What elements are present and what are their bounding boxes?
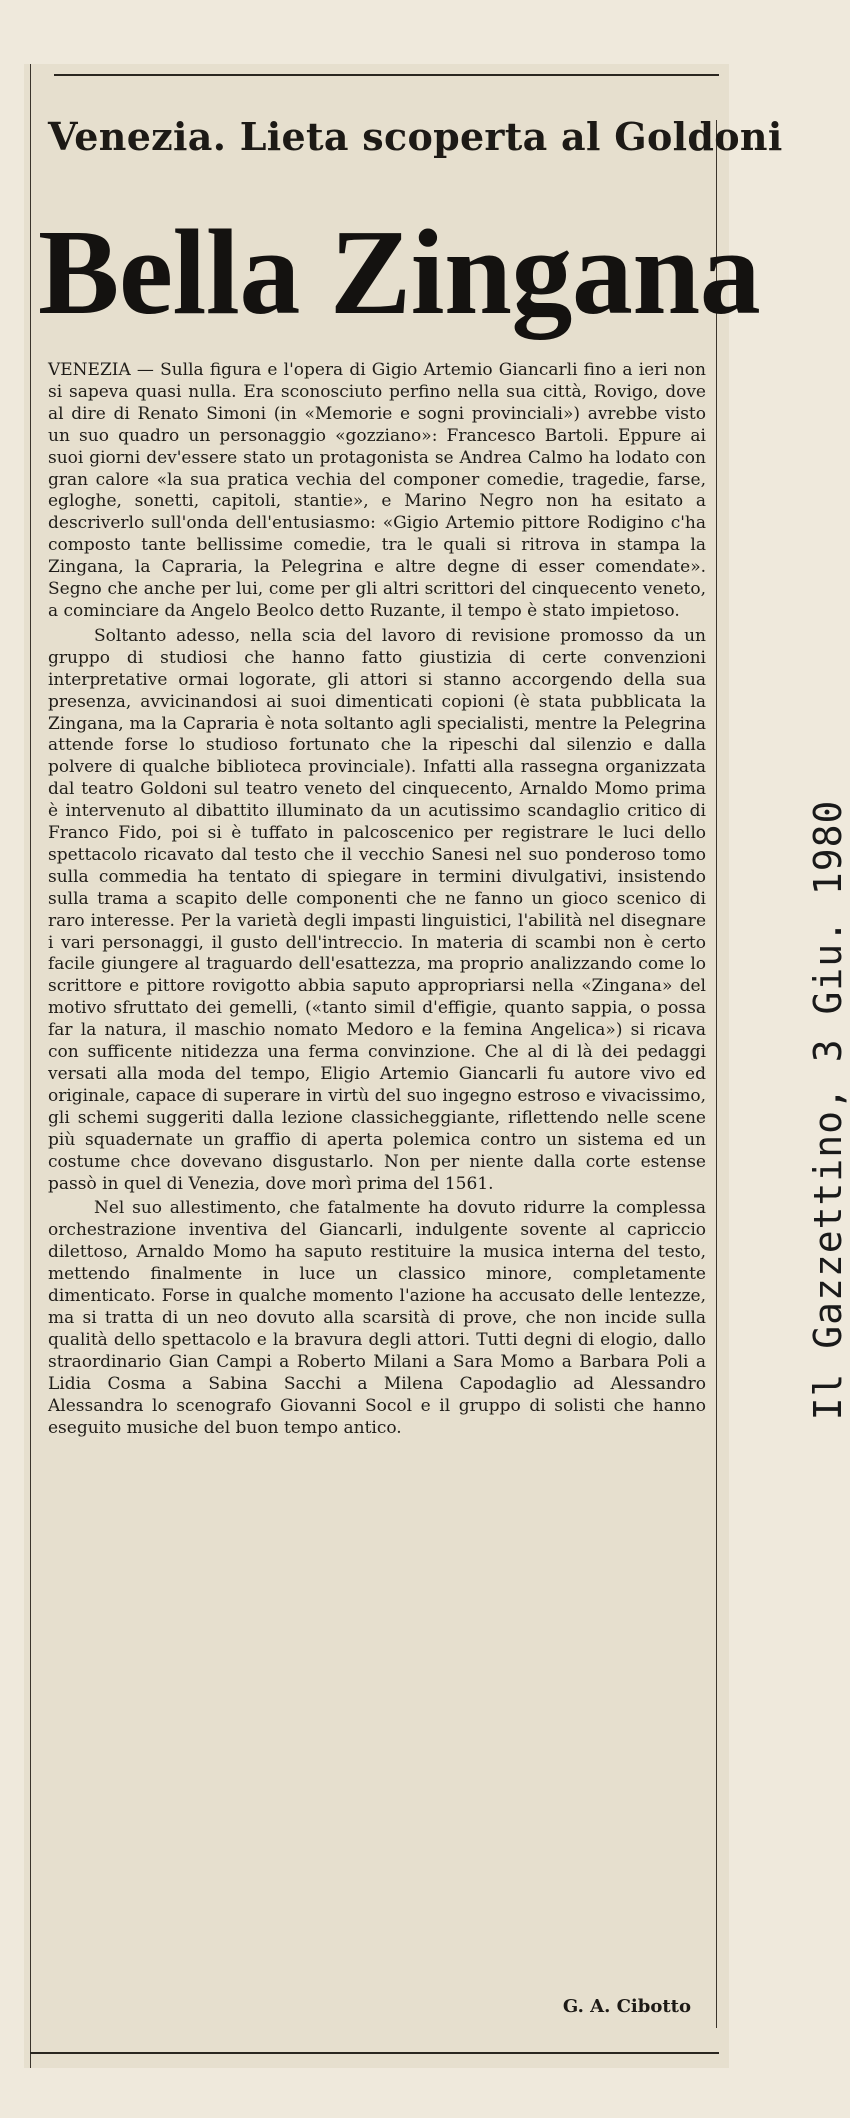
article-body [48,360,706,1439]
paragraph: VENEZIA — Sulla figura e l'opera di Gigio Artemio Giancarli fino a ieri non si sapeva quasi nulla. Era sconosciuto perfino nella sua città, Rovigo, dove al dire di Renato Simoni (in «Memorie e sogni provinciali») avrebbe visto un suo quadro un personaggio «gozziano»: Francesco Bartoli. Eppure ai suoi giorni dev'essere stato un protagonista se Andrea Calmo ha lodato con gran calore «la sua pratica vechia del componer comedie, tragedie, farse, egloghe, sonetti, capitoli, stantie», e Marino Negro non ha esitato a descriverlo sull'onda dell'entusiasmo: «Gigio Artemio pittore Rodigino c'ha composto tante bellissime comedie, tra le quali si ritrova in stampa la Zingana, la Capraria, la Pelegrina e altre degne di esser comendate». Segno che anche per lui, come per gli altri scrittori del cinquecento veneto, a cominciare da Angelo Beolco detto Ruzante, il tempo è stato impietoso. [48,360,706,621]
kicker: Venezia. Lieta scoperta al Goldoni [48,114,783,159]
paragraph: Soltanto adesso, nella scia del lavoro di revisione promosso da un gruppo di studiosi che hanno fatto giustizia di certe convenzioni interpretative ormai logorate, gli attori si stanno accorgendo della sua presenza, avvicinandosi ai suoi dimenticati copioni (è stata pubblicata la Zingana, ma la Capraria è nota soltanto agli specialisti, mentre la Pelegrina attende forse lo studioso fortunato che la ripeschi dal silenzio e dalla polvere di qualche biblioteca provinciale). Infatti alla rassegna organizzata dal teatro Goldoni sul teatro veneto del cinquecento, Arnaldo Momo prima è intervenuto al dibattito illuminato da un acutissimo scandaglio critico di Franco Fido, poi si è tuffato in palcoscenico per registrare le luci dello spettacolo ricavato dal testo che il vecchio Sanesi nel suo ponderoso tomo sulla commedia ha tentato di spiegare in termini divulgativi, insistendo sulla trama a scapito delle componenti che ne fanno un gioco scenico di raro interesse. Per la varietà degli impasti linguistici, l'abilità nel disegnare i vari personaggi, il gusto dell'intreccio. In materia di scambi non è certo facile giungere al traguardo dell'esattezza, ma proprio analizzando come lo scrittore e pittore rovigotto abbia saputo appropriarsi nella «Zingana» del motivo sfruttato dei gemelli, («tanto simil d'effigie, quanto sappia, o possa far la natura, il maschio nomato Medoro e la femina Angelica») si ricava con sufficente nitidezza una ferma convinzione. Che al di là dei pedaggi versati alla moda del tempo, Eligio Artemio Giancarli fu autore vivo ed originale, capace di superare in virtù del suo ingegno estroso e vivacissimo, gli schemi suggeriti dalla lezione classicheggiante, riflettendo nelle scene più squadernate un graffio di aperta polemica contro un sistema ed un costume chce dovevano disgustarlo. Non per niente dalla corte estense passò in quel di Venezia, dove morì prima del 1561. [48,625,706,1194]
right-rule [716,120,717,2028]
newspaper-clipping [24,64,783,2068]
source-note: Il Gazzettino, 3 Giu. 1980 [806,799,850,1421]
left-rule [30,64,31,2068]
headline: Bella Zingana [38,205,761,340]
top-rule [54,74,719,76]
bottom-rule [30,2052,719,2054]
byline-signature: G. A. Cibotto [562,1996,691,2017]
paragraph: Nel suo allestimento, che fatalmente ha dovuto ridurre la complessa orchestrazione inventiva del Giancarli, indulgente sovente al capriccio dilettoso, Arnaldo Momo ha saputo restituire la musica interna del testo, mettendo finalmente in luce un classico minore, completamente dimenticato. Forse in qualche momento l'azione ha accusato delle lentezze, ma si tratta di un neo dovuto alla scarsità di prove, che non incide sulla qualità dello spettacolo e la bravura degli attori. Tutti degni di elogio, dallo straordinario Gian Campi a Roberto Milani a Sara Momo a Barbara Poli a Lidia Cosma a Sabina Sacchi a Milena Capodaglio ad Alessandro Alessandra lo scenografo Giovanni Socol e il gruppo di solisti che hanno eseguito musiche del buon tempo antico. [48,1198,706,1438]
